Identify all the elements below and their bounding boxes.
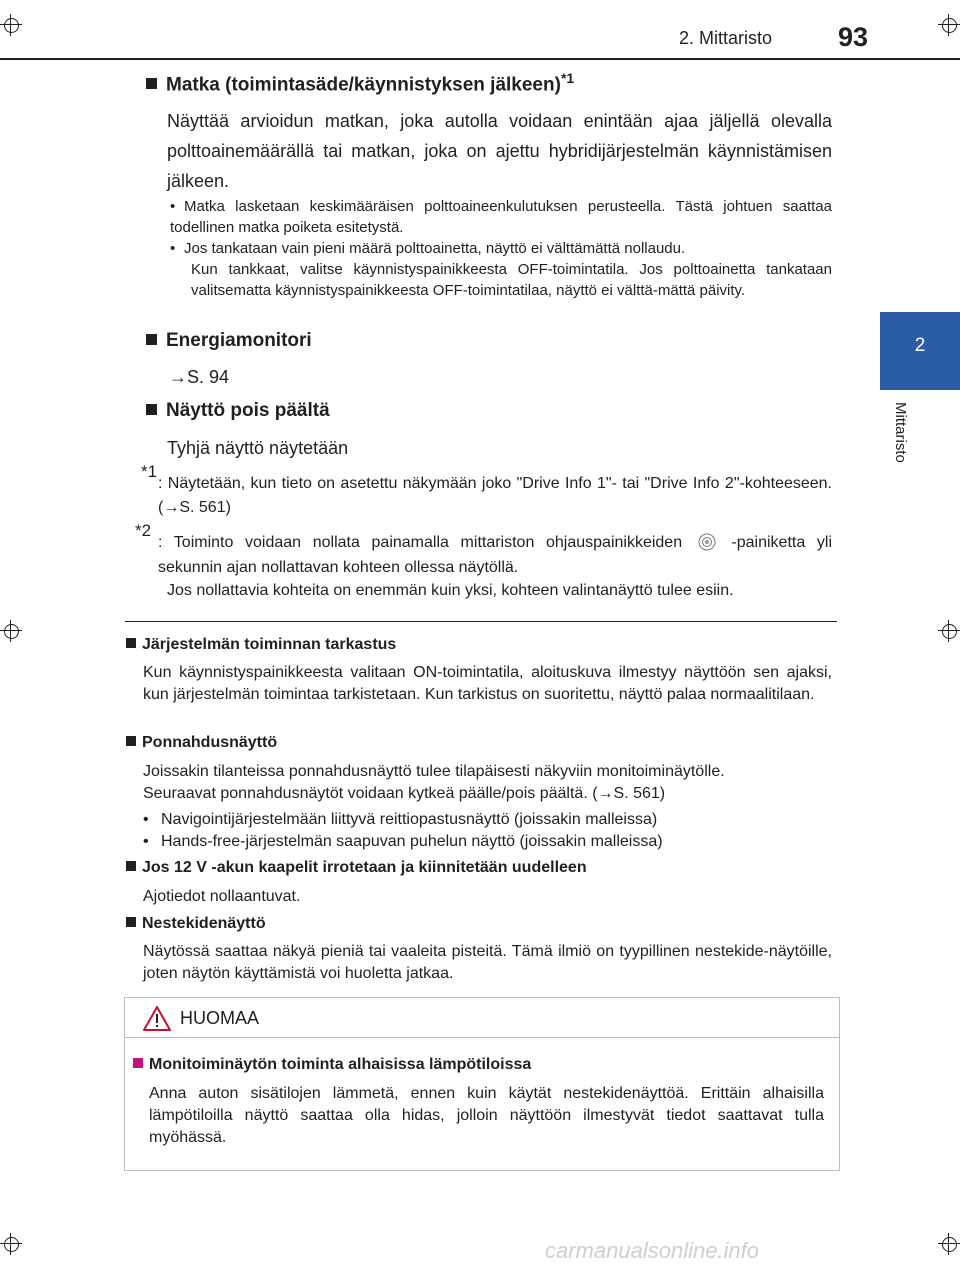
energy-heading: Energiamonitori [146,330,312,352]
square-bullet-icon [133,1058,143,1068]
note-heading-1: Järjestelmän toiminnan tarkastus [126,636,396,654]
footnote-2-line-3: Jos nollattavia kohteita on enemmän kuin yksi, kohteen valintanäyttö tulee esiin. [167,582,734,599]
registration-mark [938,14,960,36]
note-body-2a: Joissakin tilanteissa ponnahdusnäyttö tulee tilapäisesti näkyviin monitoiminäytölle. [143,763,725,780]
registration-mark [0,1233,22,1255]
trip-bullet-2-cont: Kun tankkaat, valitse käynnistyspainikkeesta OFF-toimintatila. Jos polttoainetta tankataan valitsematta käynnistyspainikkeesta OFF-toimintatilaa, näyttö ei välttä-mättä päivity. [191,261,832,299]
notice-separator [125,1037,839,1038]
warning-triangle-icon [142,1005,172,1032]
note-body-3: Ajotiedot nollaantuvat. [143,888,301,905]
registration-mark [0,14,22,36]
registration-mark [938,620,960,642]
square-bullet-icon [126,736,136,746]
notice-body: Anna auton sisätilojen lämmetä, ennen kuin käytät nestekidenäyttöä. Erittäin alhaisilla lämpötiloilla näyttö saattaa olla hidas, jolloin näyttöön ilmestyvät tiedot saattavat tulla myöhässä. [149,1085,824,1146]
footnote-2: : Toiminto voidaan nollata painamalla mittariston ohjauspainikkeiden -painiketta yli sekunnin ajan nollattavan kohteen ollessa näytöllä. [158,534,832,576]
square-bullet-icon [126,638,136,648]
header-rule [0,58,960,60]
section-divider [125,621,837,622]
note-body-4: Näytössä saattaa näkyä pieniä tai vaaleita pisteitä. Tämä ilmiö on tyypillinen nestekide-näytöille, joten näytön käyttämistä voi huoletta jatkaa. [143,943,832,982]
notice-heading: Monitoiminäytön toiminta alhaisissa lämpötiloissa [133,1056,531,1074]
registration-mark [0,620,22,642]
registration-mark [938,1233,960,1255]
energy-page-ref[interactable]: →S. 94 [169,367,230,387]
trip-body: Näyttää arvioidun matkan, joka autolla voidaan enintään ajaa jäljellä olevalla polttoainemäärällä tai matkan, joka on ajettu hybridijärjestelmän käynnistämisen jälkeen. [167,111,832,191]
control-button-icon [698,533,716,551]
note-body-2b: Seuraavat ponnahdusnäytöt voidaan kytkeä päälle/pois päältä. (→S. 561) [143,785,666,802]
square-bullet-icon [146,334,157,345]
chapter-tab-label: Mittaristo [892,402,909,463]
footnote-1-mark: *1 [141,462,158,481]
page-number: 93 [837,22,868,52]
trip-bullet-2: • Jos tankataan vain pieni määrä polttoainetta, näyttö ei välttämättä nollaudu. [170,240,686,257]
chapter-title: 2. Mittaristo [678,28,772,48]
watermark: carmanualsonline.info [545,1238,760,1263]
note-bullet-2-1: • Navigointijärjestelmään liittyvä reittiopastusnäyttö (joissakin malleissa) [143,811,658,828]
footnote-ref: *1 [560,70,575,86]
display-off-body: Tyhjä näyttö näytetään [167,438,349,458]
square-bullet-icon [146,404,157,415]
footnote-2-mark: *2 [135,521,152,540]
note-heading-3: Jos 12 V -akun kaapelit irrotetaan ja kiinnitetään uudelleen [126,859,587,877]
display-off-heading: Näyttö pois päältä [146,400,330,422]
notice-title: HUOMAA [180,1008,260,1028]
note-heading-4: Nestekidenäyttö [126,915,266,933]
square-bullet-icon [126,917,136,927]
note-heading-2: Ponnahdusnäyttö [126,734,277,752]
trip-heading: Matka (toimintasäde/käynnistyksen jälkeen)$^{*1}$ [146,70,574,96]
note-body-1: Kun käynnistyspainikkeesta valitaan ON-toimintatila, aloituskuva ilmestyy näyttöön sen ajaksi, kun järjestelmän toimintaa tarkistetaan. Kun tarkistus on suoritettu, näyttö palaa normaalitilaan. [143,664,832,703]
square-bullet-icon [126,861,136,871]
square-bullet-icon [146,78,157,89]
trip-bullet-1: • Matka lasketaan keskimääräisen polttoaineenkulutuksen perusteella. Tästä johtuen saattaa todellinen matka poiketa esitetystä. [170,198,832,236]
note-bullet-2-2: • Hands-free-järjestelmän saapuvan puhelun näyttö (joissakin malleissa) [143,833,663,850]
footnote-1: : Näytetään, kun tieto on asetettu näkymään joko "Drive Info 1"- tai "Drive Info 2"-kohteeseen. (→S. 561) [158,475,832,516]
chapter-tab: 2 [880,312,960,390]
